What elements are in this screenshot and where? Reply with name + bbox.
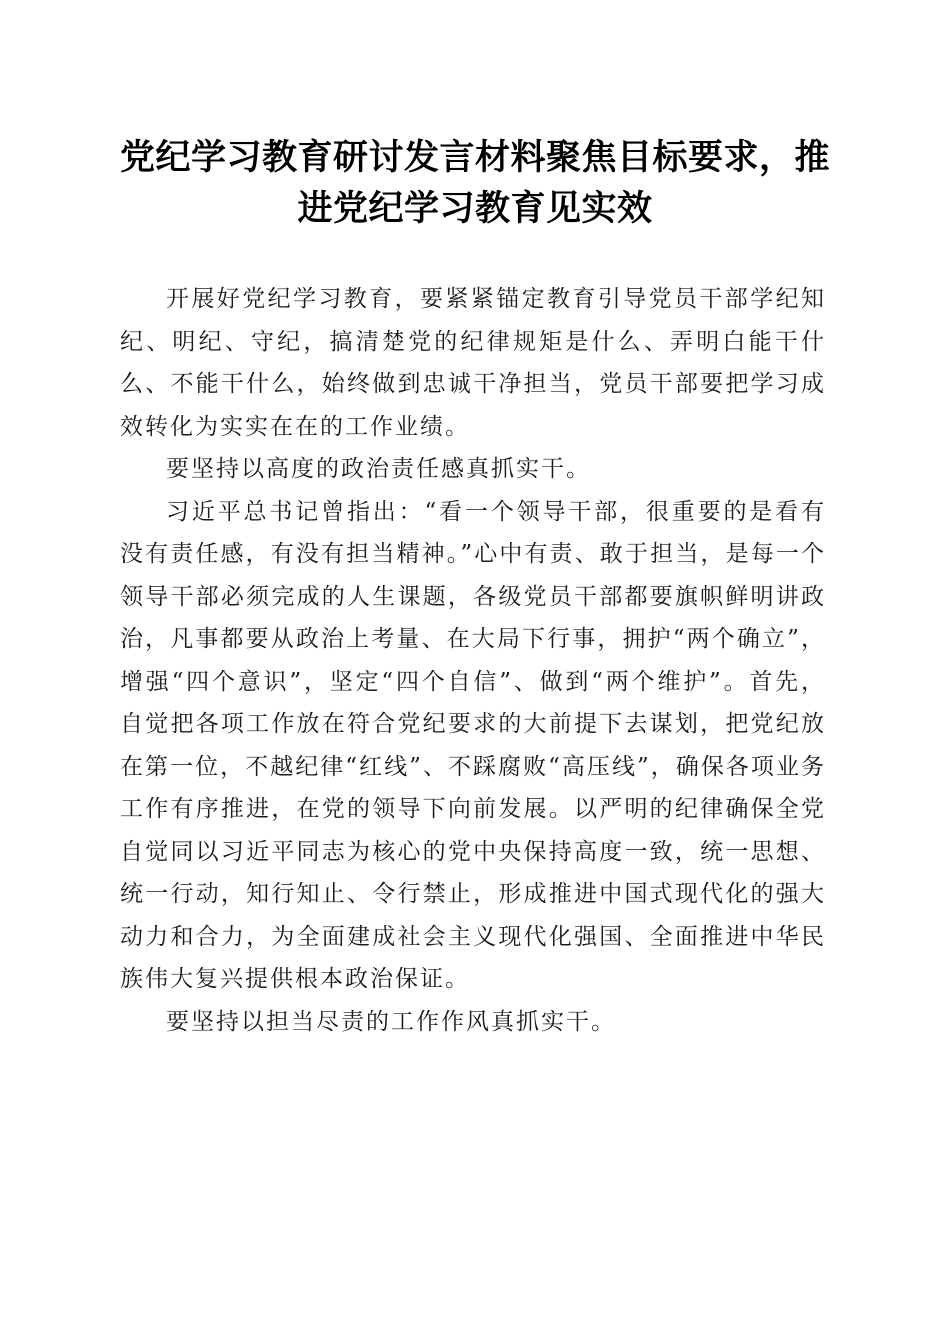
- paragraph-quote-and-discussion: 习近平总书记曾指出：“看一个领导干部，很重要的是看有没有责任感，有没有担当精神。”心中有责、敢于担当，是每一个领导干部必须完成的人生课题，各级党员干部都要旗帜鲜明讲政治，凡事都要从政治上考量、在大局下行事，拥护“两个确立”，增强“四个意识”，坚定“四个自信”、做到“两个维护”。首先，自觉把各项工作放在符合党纪要求的大前提下去谋划，把党纪放在第一位，不越纪律“红线”、不踩腐败“高压线”，确保各项业务工作有序推进，在党的领导下向前发展。以严明的纪律确保全党自觉同以习近平同志为核心的党中央保持高度一致，统一思想、统一行动，知行知止、令行禁止，形成推进中国式现代化的强大动力和合力，为全面建成社会主义现代化强国、全面推进中华民族伟大复兴提供根本政治保证。: [120, 498, 826, 992]
- document-body: [120, 278, 826, 1043]
- paragraph-heading-political-responsibility: 要坚持以高度的政治责任感真抓实干。: [166, 456, 591, 482]
- paragraph-intro: 开展好党纪学习教育，要紧紧锚定教育引导党员干部学纪知纪、明纪、守纪，搞清楚党的纪律规矩是什么、弄明白能干什么、不能干什么，始终做到忠诚干净担当，党员干部要把学习成效转化为实实在在的工作业绩。: [120, 286, 826, 440]
- document-title: 党纪学习教育研讨发言材料聚焦目标要求，推进党纪学习教育见实效: [119, 137, 830, 229]
- paragraph-heading-work-style: 要坚持以担当尽责的工作作风真抓实干。: [166, 1008, 616, 1035]
